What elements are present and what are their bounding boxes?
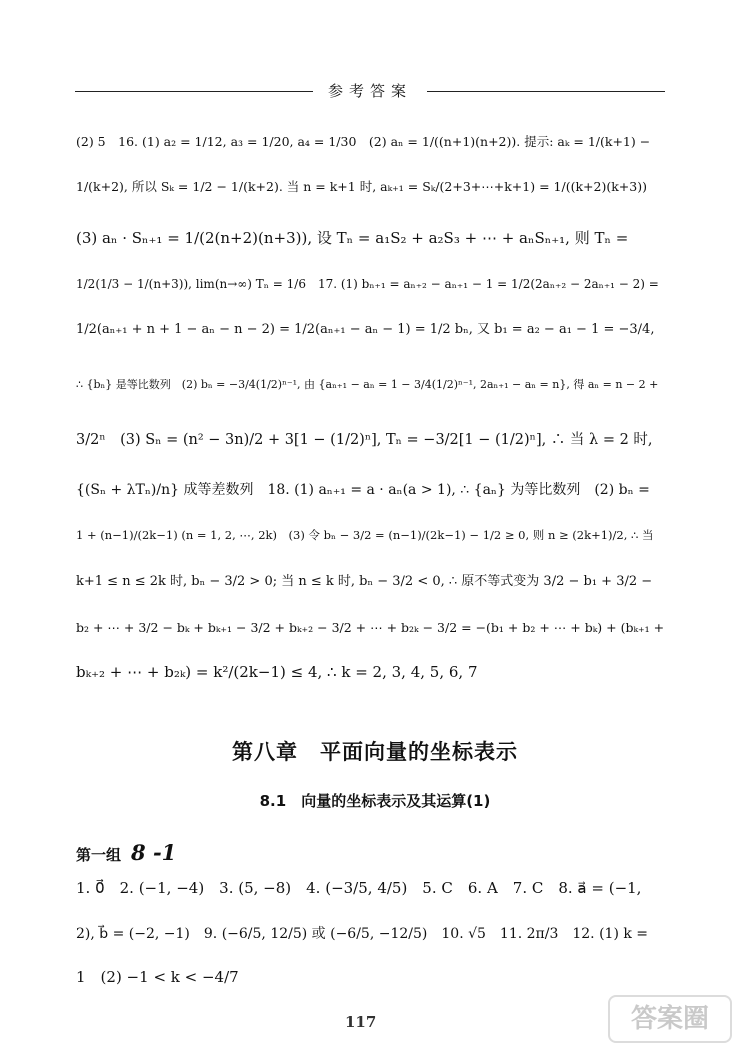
header-rule-right: [427, 91, 665, 92]
page-header: [75, 80, 665, 104]
group-label: 第一组: [76, 846, 122, 864]
answer-line: 1/2(1/3 − 1/(n+3)), lim(n→∞) Tₙ = 1/6 17. (1) bₙ₊₁ = aₙ₊₂ − aₙ₊₁ − 1 = 1/2(2aₙ₊₂ − 2aₙ₊₁ − 2) =: [76, 277, 659, 291]
answer-line: 1 + (n−1)/(2k−1) (n = 1, 2, ⋯, 2k) (3) 令 bₙ − 3/2 = (n−1)/(2k−1) − 1/2 ≥ 0, 则 n ≥ (2k+1)/2, ∴ 当: [76, 528, 654, 542]
group-code: 8 -1: [131, 840, 177, 865]
answer-line: (3) aₙ · Sₙ₊₁ = 1/(2(n+2)(n+3)), 设 Tₙ = a₁S₂ + a₂S₃ + ⋯ + aₙSₙ₊₁, 则 Tₙ =: [76, 229, 629, 247]
answer-line: 1. 0⃗ 2. (−1, −4) 3. (5, −8) 4. (−3/5, 4/5) 5. C 6. A 7. C 8. a⃗ = (−1,: [76, 879, 642, 897]
answer-line: 2), b⃗ = (−2, −1) 9. (−6/5, 12/5) 或 (−6/5, −12/5) 10. √5 11. 2π/3 12. (1) k =: [76, 926, 649, 942]
answer-line: 1/(k+2), 所以 Sₖ = 1/2 − 1/(k+2). 当 n = k+1 时, aₖ₊₁ = Sₖ/(2+3+⋯+k+1) = 1/((k+2)(k+3)): [76, 179, 647, 194]
answer-line: k+1 ≤ n ≤ 2k 时, bₙ − 3/2 > 0; 当 n ≤ k 时, bₙ − 3/2 < 0, ∴ 原不等式变为 3/2 − b₁ + 3/2 −: [76, 574, 653, 589]
answer-line: 1 (2) −1 < k < −4/7: [76, 968, 239, 986]
section-title: 8.1 向量的坐标表示及其运算(1): [259, 792, 491, 810]
answer-line: ∴ {bₙ} 是等比数列 (2) bₙ = −3/4(1/2)ⁿ⁻¹, 由 {aₙ₊₁ − aₙ = 1 − 3/4(1/2)ⁿ⁻¹, 2aₙ₊₁ − aₙ = n}, 得 aₙ = n − 2 +: [76, 378, 659, 391]
answer-line: 3/2ⁿ (3) Sₙ = (n² − 3n)/2 + 3[1 − (1/2)ⁿ], Tₙ = −3/2[1 − (1/2)ⁿ], ∴ 当 λ = 2 时,: [76, 432, 653, 448]
answer-line: 1/2(aₙ₊₁ + n + 1 − aₙ − n − 2) = 1/2(aₙ₊₁ − aₙ − 1) = 1/2 bₙ, 又 b₁ = a₂ − a₁ − 1 = −3/4,: [76, 322, 655, 337]
chapter-title: 第八章 平面向量的坐标表示: [232, 740, 518, 764]
answer-line: (2) 5 16. (1) a₂ = 1/12, a₃ = 1/20, a₄ = 1/30 (2) aₙ = 1/((n+1)(n+2)). 提示: aₖ = 1/(k+1) −: [76, 134, 651, 149]
header-title: 参考答案: [327, 82, 412, 100]
answer-line: b₂ + ⋯ + 3/2 − bₖ + bₖ₊₁ − 3/2 + bₖ₊₂ − 3/2 + ⋯ + b₂ₖ − 3/2 = −(b₁ + b₂ + ⋯ + bₖ) + (bₖ₊₁ +: [76, 620, 665, 635]
page-number: 117: [345, 1013, 377, 1031]
answer-line: {(Sₙ + λTₙ)/n} 成等差数列 18. (1) aₙ₊₁ = a · aₙ(a > 1), ∴ {aₙ} 为等比数列 (2) bₙ =: [76, 482, 650, 498]
answer-line: bₖ₊₂ + ⋯ + b₂ₖ) = k²/(2k−1) ≤ 4, ∴ k = 2, 3, 4, 5, 6, 7: [76, 663, 478, 681]
watermark-logo: 答案圈: [608, 995, 732, 1043]
group-heading: [76, 840, 176, 865]
